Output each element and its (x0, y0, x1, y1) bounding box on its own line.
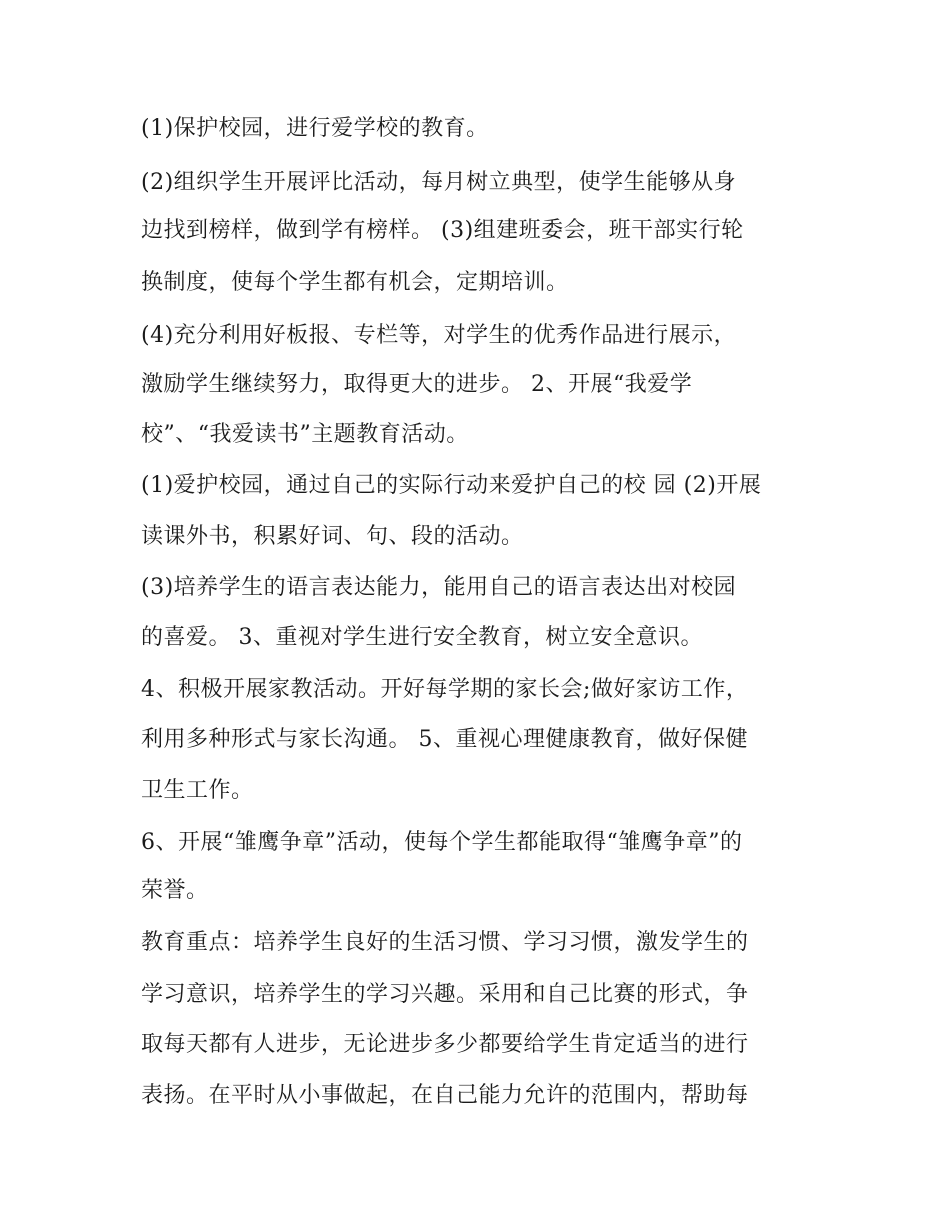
text-line: (3)培养学生的语言表达能力，能用自己的语言表达出对校园 (141, 575, 737, 600)
text-line: 激励学生继续努力，取得更大的进步。 2、开展“我爱学 (141, 372, 693, 397)
text-line: 4、积极开展家教活动。开好每学期的家长会;做好家访工作， (141, 677, 749, 702)
text-line: (1)爱护校园，通过自己的实际行动来爱护自己的校 园 (2)开展 (141, 473, 762, 498)
text-line: (2)组织学生开展评比活动，每月树立典型，使学生能够从身 (141, 170, 737, 195)
text-line: 校”、“我爱读书”主题教育活动。 (141, 422, 469, 447)
text-line: 荣誉。 (141, 878, 209, 903)
text-line: 利用多种形式与家长沟通。 5、重视心理健康教育，做好保健 (141, 727, 748, 752)
text-line: (1)保护校园，进行爱学校的教育。 (141, 116, 489, 141)
text-line: 教育重点：培养学生良好的生活习惯、学习习惯，激发学生的 (141, 930, 749, 955)
text-line: 6、开展“雏鹰争章”活动，使每个学生都能取得“雏鹰争章”的 (141, 830, 743, 855)
text-line: 的喜爱。 3、重视对学生进行安全教育，树立安全意识。 (141, 625, 703, 650)
text-line: (4)充分利用好板报、专栏等，对学生的优秀作品进行展示， (141, 323, 737, 348)
text-line: 换制度，使每个学生都有机会，定期培训。 (141, 270, 569, 295)
text-line: 表扬。在平时从小事做起，在自己能力允许的范围内，帮助每 (141, 1083, 749, 1108)
text-line: 学习意识，培养学生的学习兴趣。采用和自己比赛的形式，争 (141, 982, 749, 1007)
text-line: 读课外书，积累好词、句、段的活动。 (141, 524, 524, 549)
text-line: 边找到榜样，做到学有榜样。 (3)组建班委会，班干部实行轮 (141, 218, 744, 243)
text-line: 取每天都有人进步，无论进步多少都要给学生肯定适当的进行 (141, 1032, 749, 1057)
text-line: 卫生工作。 (141, 778, 254, 803)
